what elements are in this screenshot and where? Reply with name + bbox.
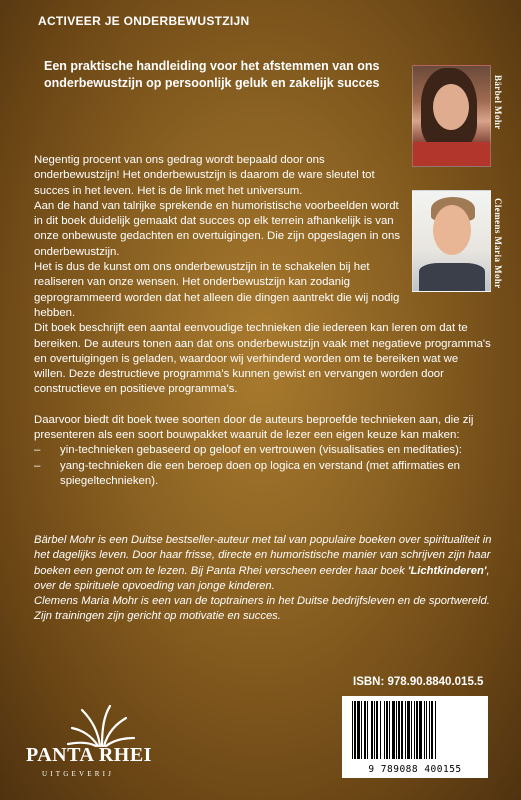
bio-book-title: 'Lichtkinderen' bbox=[407, 564, 487, 577]
barcode-bar bbox=[405, 701, 406, 759]
barcode-bar bbox=[367, 701, 368, 759]
barcode-bar bbox=[424, 701, 425, 759]
page-header: ACTIVEER JE ONDERBEWUSTZIJN bbox=[38, 14, 250, 28]
barcode-bar bbox=[401, 701, 403, 759]
bio-text: Bärbel Mohr is een Duitse bestseller-auteur met tal van populaire boeken over spiritualiteit in het dagelijks leven. Door haar frisse, directe en humoristische manier van schrijven zijn haar boeken een genot om te lezen. Bij Panta Rhei verscheen eerder haar boek bbox=[34, 534, 492, 577]
barcode-bar bbox=[407, 701, 410, 759]
list-item bbox=[34, 459, 492, 490]
barcode-bar bbox=[426, 701, 427, 759]
barcode-bar bbox=[371, 701, 373, 759]
paragraph-gap bbox=[34, 398, 492, 413]
barcode-bar bbox=[416, 701, 418, 759]
blurb-paragraph: Daarvoor biedt dit boek twee soorten door de auteurs beproefde technieken aan, die zij presenteren als een soort bouwpakket waaruit de lezer een eigen keuze kan maken: bbox=[34, 413, 474, 442]
author-bio bbox=[34, 533, 492, 625]
list-item-text: yang-technieken die een beroep doen op logica en verstand (met affirmaties en spiegeltechnieken). bbox=[60, 459, 460, 487]
barcode-bar bbox=[429, 701, 430, 759]
book-subtitle: Een praktische handleiding voor het afstemmen van ons onderbewustzijn op persoonlijk geluk en zakelijk succes bbox=[44, 59, 380, 90]
blurb-paragraph: Dit boek beschrijft een aantal eenvoudige technieken die iedereen kan leren om dat te bereiken. De auteurs tonen aan dat ons onderbewustzijn vaak met negatieve programma's en overtuigingen is geladen, waardoor wij verhinderd worden om te bereiken wat we willen. Deze destructieve programma's kunnen gewist en vervangen worden door constructieve en positieve programma's. bbox=[34, 322, 491, 396]
blurb-paragraph: Aan de hand van talrijke sprekende en humoristische voorbeelden wordt in dit boek duidelijk gemaakt dat succes op elk terrein afhankelijk is van onze onbewuste gedachten en overtuigingen. Die zijn opgeslagen in ons onderbewustzijn. bbox=[34, 199, 401, 258]
barcode-bars bbox=[350, 701, 480, 761]
bio-paragraph: Clemens Maria Mohr is een van de toptrainers in het Duitse bedrijfsleven en de sportwereld. Zijn trainingen zijn gericht op motivatie en succes. bbox=[34, 595, 490, 623]
barcode-bar bbox=[352, 701, 353, 759]
blurb-paragraph: Negentig procent van ons gedrag wordt bepaald door ons onderbewustzijn! Het onderbewustzijn is daarom de ware sleutel tot succes in het leven. Het is de link met het universum. bbox=[34, 154, 375, 197]
publisher-subtitle: UITGEVERIJ bbox=[42, 770, 115, 778]
barcode-bar bbox=[361, 701, 362, 759]
barcode-bar bbox=[414, 701, 415, 759]
author-name-clemens: Clemens Maria Mohr bbox=[493, 198, 503, 289]
photo-face bbox=[433, 84, 469, 130]
technique-list bbox=[34, 443, 492, 489]
barcode-bar bbox=[435, 701, 436, 759]
author-name-barbel: Bärbel Mohr bbox=[493, 75, 503, 130]
barcode-bar bbox=[386, 701, 388, 759]
barcode-bar bbox=[419, 701, 422, 759]
bio-text-end: , over de spirituele opvoeding van jonge kinderen. bbox=[34, 564, 490, 592]
barcode-bar bbox=[392, 701, 395, 759]
publisher-logo bbox=[20, 700, 180, 790]
barcode-bar bbox=[431, 701, 433, 759]
barcode-bar bbox=[364, 701, 366, 759]
barcode-bar bbox=[411, 701, 412, 759]
barcode-bar bbox=[380, 701, 381, 759]
barcode-bar bbox=[396, 701, 397, 759]
list-item-text: yin-technieken gebaseerd op geloof en vertrouwen (visualisaties en meditaties): bbox=[60, 444, 463, 457]
barcode-number: 9 789088 400155 bbox=[368, 764, 462, 775]
author-photo-barbel bbox=[412, 65, 491, 167]
list-item bbox=[34, 443, 492, 458]
barcode-bar bbox=[374, 701, 375, 759]
list-dash: – bbox=[34, 444, 41, 457]
bio-paragraph bbox=[34, 533, 492, 594]
barcode-bar bbox=[384, 701, 385, 759]
blurb-paragraph: Het is dus de kunst om ons onderbewustzijn in te schakelen bij het realiseren van onze wensen. Het onderbewustzijn kan zodanig geprogrammeerd worden dat het alleen die dingen aantrekt die wij nodig hebben. bbox=[34, 261, 400, 319]
barcode-bar bbox=[357, 701, 360, 759]
blurb-body bbox=[34, 153, 492, 489]
barcode bbox=[342, 696, 488, 778]
barcode-bar bbox=[398, 701, 400, 759]
barcode-bar bbox=[354, 701, 356, 759]
splash-icon bbox=[20, 700, 180, 750]
barcode-bar bbox=[389, 701, 390, 759]
publisher-name: PANTA RHEI bbox=[26, 744, 152, 766]
list-dash: – bbox=[34, 459, 41, 472]
barcode-bar bbox=[376, 701, 378, 759]
isbn-label: ISBN: 978.90.8840.015.5 bbox=[353, 676, 484, 688]
